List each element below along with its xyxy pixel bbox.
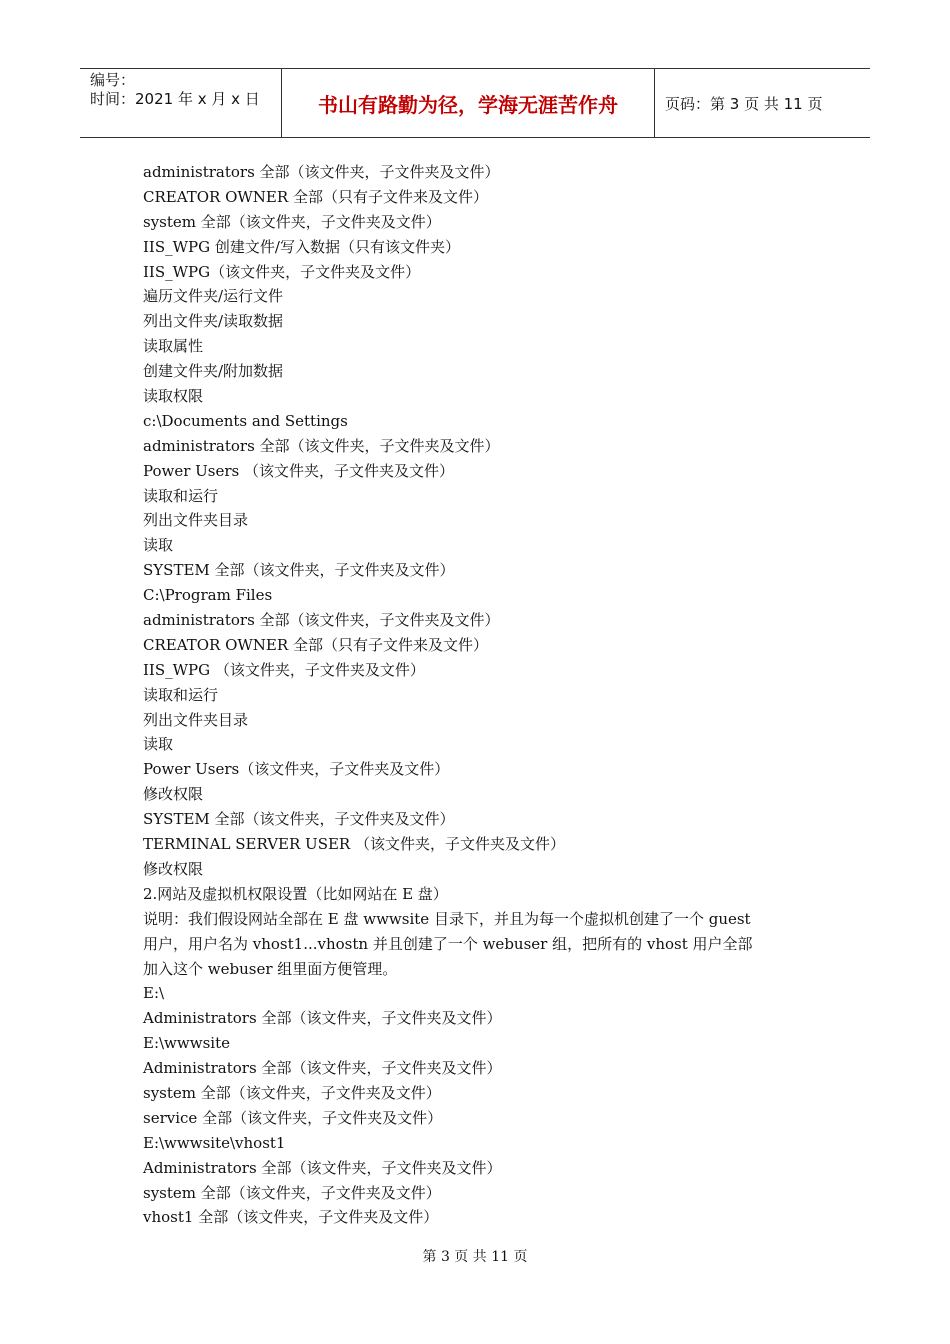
date-label: 时间：2021 年 x 月 x 日 <box>90 90 260 108</box>
text-line: 说明：我们假设网站全部在 E 盘 wwwsite 目录下，并且为每一个虚拟机创建了一个 guest <box>143 909 751 928</box>
text-line: 读取和运行 <box>143 486 219 505</box>
header-page-info: 页码：第 3 页 共 11 页 <box>665 94 823 113</box>
header-motto: 书山有路勤为径，学海无涯苦作舟 <box>318 92 618 117</box>
text-line: 读取权限 <box>143 387 204 406</box>
text-line: 读取和运行 <box>143 685 219 704</box>
text-line: c:\Documents and Settings <box>143 411 348 430</box>
text-line: SYSTEM 全部（该文件夹，子文件夹及文件） <box>143 561 455 580</box>
text-line: 列出文件夹/读取数据 <box>143 312 284 331</box>
text-line: Administrators 全部（该文件夹，子文件夹及文件） <box>143 1009 502 1028</box>
text-line: CREATOR OWNER 全部（只有子文件来及文件） <box>143 635 488 654</box>
text-line: 2.网站及虚拟机权限设置（比如网站在 E 盘） <box>143 884 448 903</box>
page-footer: 第 3 页 共 11 页 <box>422 1249 528 1265</box>
text-line: vhost1 全部（该文件夹，子文件夹及文件） <box>143 1208 439 1227</box>
header-divider <box>654 69 655 137</box>
text-line: 读取 <box>143 536 174 555</box>
text-line: 读取 <box>143 735 174 754</box>
text-line: 读取属性 <box>143 337 204 356</box>
text-line: C:\Program Files <box>143 586 273 605</box>
text-line: 修改权限 <box>143 785 204 804</box>
text-line: Power Users（该文件夹，子文件夹及文件） <box>143 760 450 779</box>
text-line: 遍历文件夹/运行文件 <box>143 287 284 306</box>
document-body <box>143 160 823 1230</box>
text-line: Administrators 全部（该文件夹，子文件夹及文件） <box>143 1059 502 1078</box>
text-line: SYSTEM 全部（该文件夹，子文件夹及文件） <box>143 810 455 829</box>
text-line: IIS_WPG（该文件夹，子文件夹及文件） <box>143 262 421 281</box>
text-line: E:\wwwsite <box>143 1034 230 1053</box>
header-meta <box>90 71 280 109</box>
text-line: E:\ <box>143 984 165 1003</box>
text-line: E:\wwwsite\vhost1 <box>143 1133 286 1152</box>
text-line: 修改权限 <box>143 859 204 878</box>
text-line: IIS_WPG （该文件夹，子文件夹及文件） <box>143 660 425 679</box>
text-line: administrators 全部（该文件夹，子文件夹及文件） <box>143 436 500 455</box>
text-line: administrators 全部（该文件夹，子文件夹及文件） <box>143 611 500 630</box>
text-line: system 全部（该文件夹，子文件夹及文件） <box>143 1183 441 1202</box>
text-line: CREATOR OWNER 全部（只有子文件来及文件） <box>143 187 488 206</box>
text-line: Administrators 全部（该文件夹，子文件夹及文件） <box>143 1158 502 1177</box>
text-line: 用户，用户名为 vhost1...vhostn 并且创建了一个 webuser 组，把所有的 vhost 用户全部 <box>143 934 753 953</box>
text-line: service 全部（该文件夹，子文件夹及文件） <box>143 1108 443 1127</box>
number-label: 编号： <box>90 71 136 89</box>
text-line: 创建文件夹/附加数据 <box>143 362 284 381</box>
text-line: Power Users （该文件夹，子文件夹及文件） <box>143 461 455 480</box>
text-line: TERMINAL SERVER USER （该文件夹，子文件夹及文件） <box>143 835 565 854</box>
text-line: administrators 全部（该文件夹，子文件夹及文件） <box>143 163 500 181</box>
page-header <box>80 68 870 138</box>
text-line: 加入这个 webuser 组里面方便管理。 <box>143 959 398 978</box>
text-line: system 全部（该文件夹，子文件夹及文件） <box>143 1083 441 1102</box>
text-line: 列出文件夹目录 <box>143 710 249 729</box>
text-line: system 全部（该文件夹，子文件夹及文件） <box>143 212 441 231</box>
text-line: IIS_WPG 创建文件/写入数据（只有该文件夹） <box>143 237 460 256</box>
text-line: 列出文件夹目录 <box>143 511 249 530</box>
